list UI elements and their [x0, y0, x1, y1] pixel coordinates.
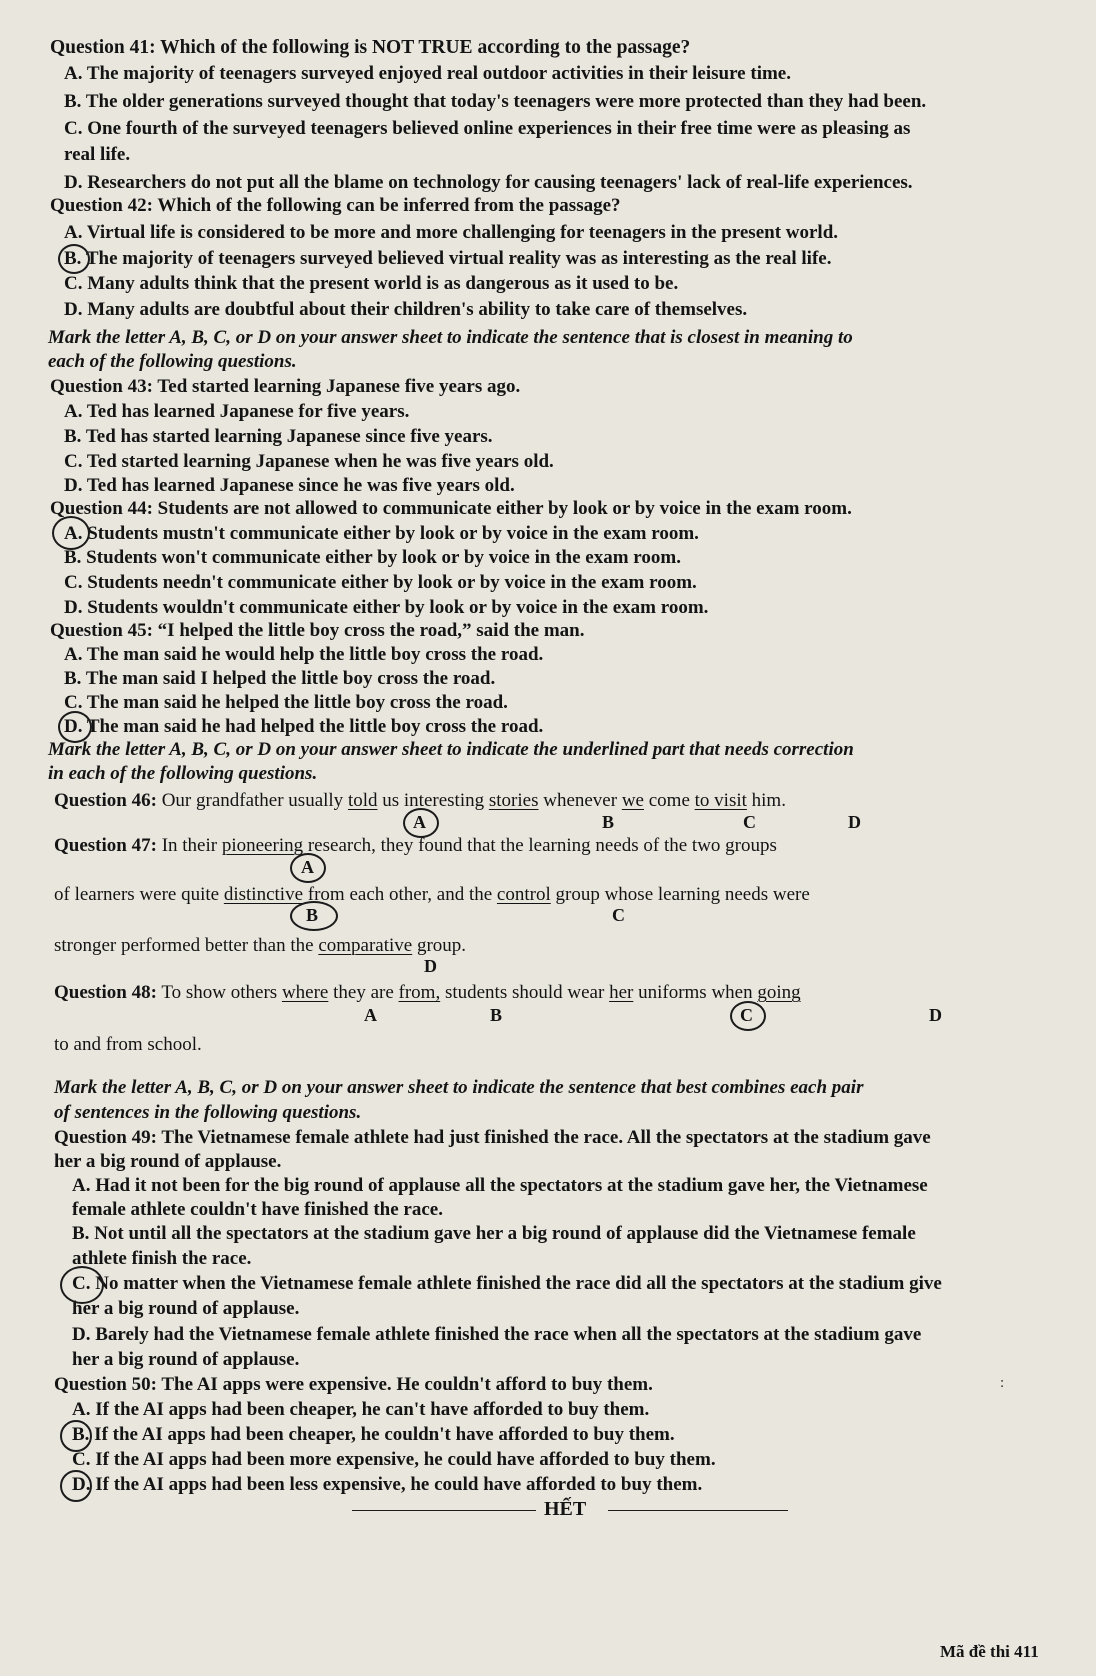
- footer-exam-code: Mã đề thi 411: [940, 1642, 1039, 1661]
- q49-stem-line2: her a big round of applause.: [54, 1151, 282, 1172]
- q41-option-d: D. Researchers do not put all the blame on technology for causing teenagers' lack of real-life experiences.: [64, 172, 913, 193]
- q43-option-a: A. Ted has learned Japanese for five years.: [64, 401, 410, 422]
- q48-underlined-a: where: [281, 982, 329, 1003]
- q48-text-1: To show others: [161, 982, 278, 1003]
- q49-option-c-cont: her a big round of applause.: [72, 1298, 300, 1319]
- answer-circle-q47-b: [290, 901, 338, 931]
- q44-option-c: C. Students needn't communicate either by look or by voice in the exam room.: [64, 572, 697, 593]
- q50-stem: Question 50: The AI apps were expensive. He couldn't afford to buy them.: [54, 1374, 653, 1395]
- q47-text-6: stronger performed better than the: [54, 935, 314, 956]
- q46-underlined-b: stories: [488, 790, 539, 811]
- q41-option-b: B. The older generations surveyed thought that today's teenagers were more protected than they had been.: [64, 91, 927, 112]
- q47-text-3: of learners were quite: [54, 884, 220, 905]
- answer-circle-q44-a: [52, 516, 90, 550]
- q42-stem: Question 42: Which of the following can be inferred from the passage?: [50, 195, 621, 216]
- q48-text-3: students should wear: [444, 982, 605, 1003]
- q50-option-d: D. If the AI apps had been less expensive, he could have afforded to buy them.: [72, 1474, 703, 1495]
- q49-option-d: D. Barely had the Vietnamese female athlete finished the race when all the spectators at the stadium gave: [72, 1324, 922, 1345]
- q49-option-a: A. Had it not been for the big round of applause all the spectators at the stadium gave her, the Vietnamese: [72, 1175, 928, 1196]
- q47-letter-b: B: [306, 905, 319, 925]
- q43-option-d: D. Ted has learned Japanese since he was five years old.: [64, 475, 515, 496]
- answer-circle-q49-c: [60, 1266, 104, 1304]
- q44-option-d: D. Students wouldn't communicate either by look or by voice in the exam room.: [64, 597, 709, 618]
- q47-label: Question 47:: [54, 835, 157, 856]
- q44-option-b: B. Students won't communicate either by look or by voice in the exam room.: [64, 547, 681, 568]
- q41-option-a: A. The majority of teenagers surveyed enjoyed real outdoor activities in their leisure time.: [64, 63, 791, 84]
- q46-letter-d: D: [848, 812, 861, 832]
- q47-sentence-line2: [54, 883, 810, 907]
- answer-circle-q42-b: [58, 244, 90, 274]
- instruction-closest-meaning-line2: each of the following questions.: [48, 351, 297, 372]
- q48-underlined-c: her: [609, 982, 634, 1003]
- q49-option-c: C. No matter when the Vietnamese female athlete finished the race did all the spectators at the stadium give: [72, 1273, 942, 1294]
- q46-text-3: whenever: [543, 790, 618, 811]
- q48-letter-a: A: [364, 1005, 377, 1025]
- q49-option-d-cont: her a big round of applause.: [72, 1349, 300, 1370]
- q44-stem: Question 44: Students are not allowed to communicate either by look or by voice in the exam room.: [50, 498, 852, 519]
- q45-option-c: C. The man said he helped the little boy cross the road.: [64, 692, 508, 713]
- q46-text-1: Our grandfather usually: [161, 790, 344, 811]
- instruction-closest-meaning-line1: Mark the letter A, B, C, or D on your answer sheet to indicate the sentence that is closest in meaning to: [48, 327, 853, 348]
- q48-letter-d: D: [929, 1005, 942, 1025]
- q47-text-1: In their: [161, 835, 218, 856]
- q43-stem: Question 43: Ted started learning Japanese five years ago.: [50, 376, 521, 397]
- q47-sentence-line3: [54, 934, 466, 958]
- q48-letter-c: C: [740, 1005, 753, 1025]
- instruction-error-correction-line1: Mark the letter A, B, C, or D on your answer sheet to indicate the underlined part that needs correction: [48, 739, 854, 760]
- answer-circle-q50-b: [60, 1420, 92, 1452]
- q46-text-2: us interesting: [382, 790, 485, 811]
- q46-underlined-d: to visit: [694, 790, 747, 811]
- end-mark: HẾT: [544, 1498, 587, 1520]
- q50-option-c: C. If the AI apps had been more expensive, he could have afforded to buy them.: [72, 1449, 716, 1470]
- q41-option-c: C. One fourth of the surveyed teenagers believed online experiences in their free time were as pleasing as: [64, 118, 911, 139]
- q42-option-a: A. Virtual life is considered to be more and more challenging for teenagers in the present world.: [64, 222, 839, 243]
- q47-text-2: research, they found that the learning needs of the two groups: [307, 835, 777, 856]
- q48-text-2: they are: [333, 982, 394, 1003]
- q41-option-c-cont: real life.: [64, 144, 131, 165]
- q47-underlined-a: pioneering: [221, 835, 304, 856]
- q47-sentence-line1: [54, 834, 777, 858]
- q47-underlined-b: distinctive: [223, 884, 304, 905]
- q47-underlined-d: comparative: [318, 935, 413, 956]
- instruction-combine-line1: Mark the letter A, B, C, or D on your answer sheet to indicate the sentence that best combines each pair: [54, 1077, 864, 1098]
- q47-text-5: group whose learning needs were: [555, 884, 810, 905]
- q47-text-7: group.: [416, 935, 467, 956]
- end-rule-left: [352, 1510, 536, 1511]
- q45-option-b: B. The man said I helped the little boy cross the road.: [64, 668, 496, 689]
- q46-letter-a: A: [413, 812, 426, 832]
- q48-sentence-line2: to and from school.: [54, 1034, 202, 1055]
- instruction-error-correction-line2: in each of the following questions.: [48, 763, 318, 784]
- q43-option-c: C. Ted started learning Japanese when he was five years old.: [64, 451, 554, 472]
- q44-option-a: A. Students mustn't communicate either by look or by voice in the exam room.: [64, 523, 699, 544]
- q45-option-a: A. The man said he would help the little boy cross the road.: [64, 644, 544, 665]
- q47-underlined-c: control: [496, 884, 551, 905]
- answer-circle-q48-c: [730, 1001, 766, 1031]
- q46-underlined-c: we: [621, 790, 644, 811]
- answer-circle-q50-d: [60, 1470, 92, 1502]
- q42-option-d: D. Many adults are doubtful about their children's ability to take care of themselves.: [64, 299, 748, 320]
- q48-label: Question 48:: [54, 982, 157, 1003]
- instruction-combine-line2: of sentences in the following questions.: [54, 1102, 362, 1123]
- answer-circle-q47-a: [290, 853, 326, 883]
- q50-option-a: A. If the AI apps had been cheaper, he can't have afforded to buy them.: [72, 1399, 650, 1420]
- q46-text-4: come: [648, 790, 690, 811]
- q42-option-b: B. The majority of teenagers surveyed believed virtual reality was as interesting as the real life.: [64, 248, 832, 269]
- q48-text-4: uniforms when: [638, 982, 753, 1003]
- q41-stem: Question 41: Which of the following is NOT TRUE according to the passage?: [50, 37, 691, 58]
- q47-letter-a: A: [301, 857, 314, 877]
- q46-underlined-a: told: [347, 790, 378, 811]
- q48-sentence-line1: [54, 981, 801, 1005]
- q49-option-b-cont: athlete finish the race.: [72, 1248, 252, 1269]
- end-rule-right: [608, 1510, 788, 1511]
- q49-stem-line1: Question 49: The Vietnamese female athlete had just finished the race. All the spectators at the stadium gave: [54, 1127, 931, 1148]
- q42-option-c: C. Many adults think that the present world is as dangerous as it used to be.: [64, 273, 679, 294]
- q46-letter-b: B: [602, 812, 615, 832]
- q48-letter-b: B: [490, 1005, 503, 1025]
- q46-letter-c: C: [743, 812, 756, 832]
- q46-text-5: him.: [751, 790, 786, 811]
- q46-label: Question 46:: [54, 790, 157, 811]
- q48-underlined-b: from,: [398, 982, 441, 1003]
- q43-option-b: B. Ted has started learning Japanese since five years.: [64, 426, 493, 447]
- q49-option-b: B. Not until all the spectators at the stadium gave her a big round of applause did the Vietnamese female: [72, 1223, 916, 1244]
- q47-text-4: from each other, and the: [307, 884, 493, 905]
- q47-letter-c: C: [612, 905, 625, 925]
- q48-underlined-d: going: [757, 982, 801, 1003]
- q45-option-d: D. The man said he had helped the little boy cross the road.: [64, 716, 544, 737]
- q50-option-b: B. If the AI apps had been cheaper, he couldn't have afforded to buy them.: [72, 1424, 675, 1445]
- margin-dot: :: [1000, 1375, 1005, 1391]
- q49-option-a-cont: female athlete couldn't have finished the race.: [72, 1199, 443, 1220]
- q47-letter-d: D: [424, 956, 437, 976]
- q45-stem: Question 45: “I helped the little boy cross the road,” said the man.: [50, 620, 585, 641]
